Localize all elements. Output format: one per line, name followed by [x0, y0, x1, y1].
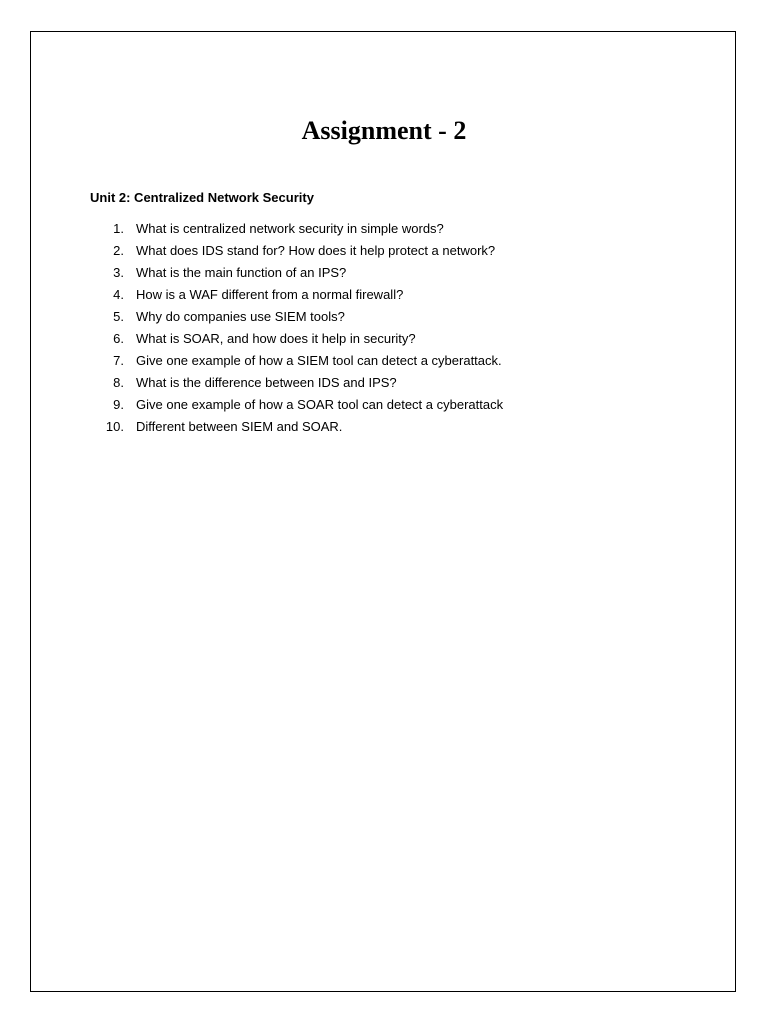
- question-number: 6.: [113, 331, 124, 346]
- question-text: What is the difference between IDS and IPS?: [136, 375, 397, 390]
- page-border: [30, 31, 736, 992]
- question-number: 2.: [113, 243, 124, 258]
- document-title: Assignment - 2: [301, 116, 467, 145]
- question-text: Give one example of how a SOAR tool can detect a cyberattack: [136, 397, 504, 412]
- question-number: 3.: [113, 265, 124, 280]
- question-number: 8.: [113, 375, 124, 390]
- question-text: What is SOAR, and how does it help in security?: [136, 331, 416, 346]
- question-text: What does IDS stand for? How does it help protect a network?: [136, 243, 496, 258]
- question-text: Why do companies use SIEM tools?: [136, 309, 345, 324]
- question-number: 5.: [113, 309, 124, 324]
- question-number: 4.: [113, 287, 124, 302]
- question-number: 9.: [113, 397, 124, 412]
- unit-heading: Unit 2: Centralized Network Security: [90, 190, 314, 205]
- question-text: How is a WAF different from a normal firewall?: [136, 287, 404, 302]
- question-text: What is centralized network security in simple words?: [136, 221, 444, 236]
- question-number: 1.: [113, 221, 124, 236]
- question-text: Give one example of how a SIEM tool can detect a cyberattack.: [136, 353, 502, 368]
- question-number: 7.: [113, 353, 124, 368]
- question-number: 10.: [105, 419, 124, 434]
- question-text: Different between SIEM and SOAR.: [136, 419, 343, 434]
- question-text: What is the main function of an IPS?: [136, 265, 347, 280]
